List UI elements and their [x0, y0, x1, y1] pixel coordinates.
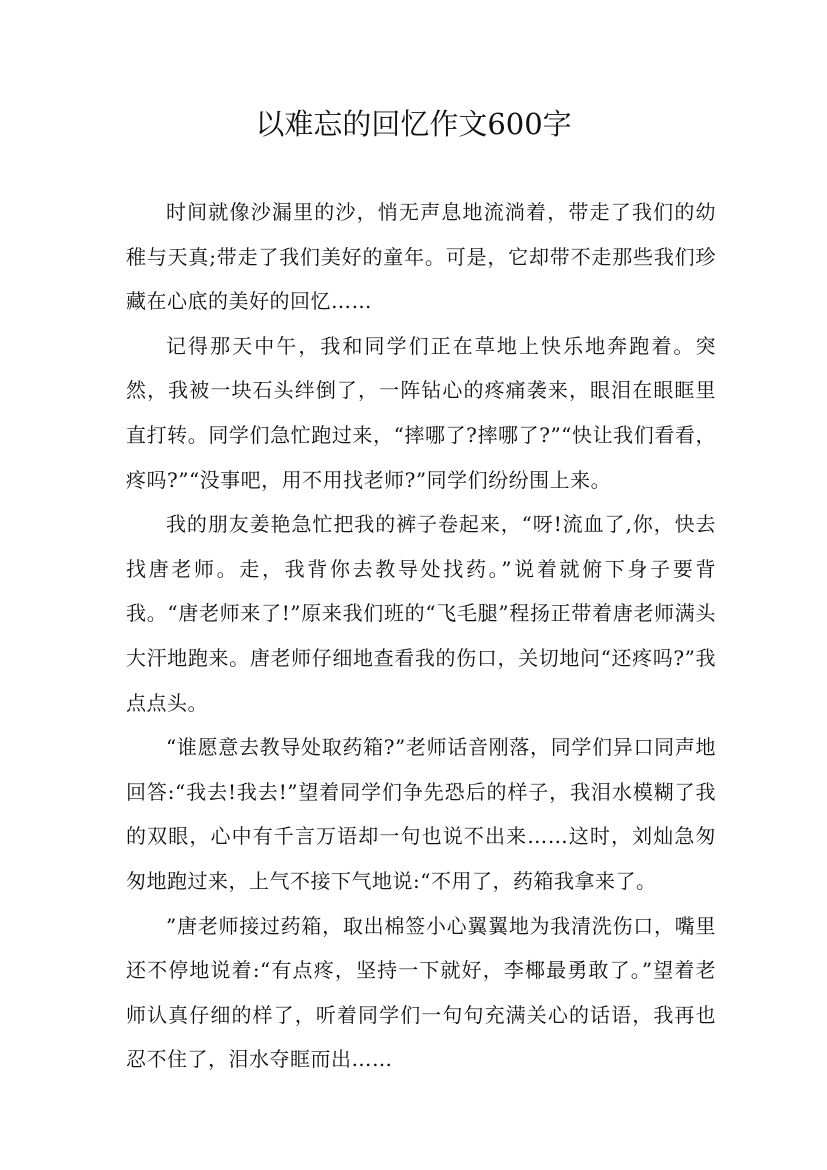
paragraph: 我的朋友姜艳急忙把我的裤子卷起来，“呀!流血了,你，快去找唐老师。走，我背你去教导处找药。”说着就俯下身子要背我。“唐老师来了!”原来我们班的“飞毛腿”程扬正带着唐老师满头大汗地跑来。唐老师仔细地查看我的伤口，关切地问“还疼吗?”我点点头。: [126, 512, 716, 715]
document-title: 以难忘的回忆作文600字: [255, 107, 572, 141]
paragraph: “谁愿意去教导处取药箱?”老师话音刚落，同学们异口同声地回答:“我去!我去!”望着同学们争先恐后的样子，我泪水模糊了我的双眼，心中有千言万语却一句也说不出来……这时，刘灿急匆匆地跑过来，上气不接下气地说:“不用了，药箱我拿来了。: [126, 735, 716, 893]
paragraph: 记得那天中午，我和同学们正在草地上快乐地奔跑着。突然，我被一块石头绊倒了，一阵钻心的疼痛袭来，眼泪在眼眶里直打转。同学们急忙跑过来，“摔哪了?摔哪了?”“快让我们看看，疼吗?”“没事吧，用不用找老师?”同学们纷纷围上来。: [126, 333, 716, 492]
paragraph: ”唐老师接过药箱，取出棉签小心翼翼地为我清洗伤口，嘴里还不停地说着:“有点疼，坚持一下就好，李椰最勇敢了。”望着老师认真仔细的样了，听着同学们一句句充满关心的话语，我再也忍不住了，泪水夺眶而出……: [126, 913, 716, 1072]
document-body: [126, 190, 716, 1082]
paragraph: 时间就像沙漏里的沙，悄无声息地流淌着，带走了我们的幼稚与天真;带走了我们美好的童年。可是，它却带不走那些我们珍藏在心底的美好的回忆……: [126, 200, 716, 314]
